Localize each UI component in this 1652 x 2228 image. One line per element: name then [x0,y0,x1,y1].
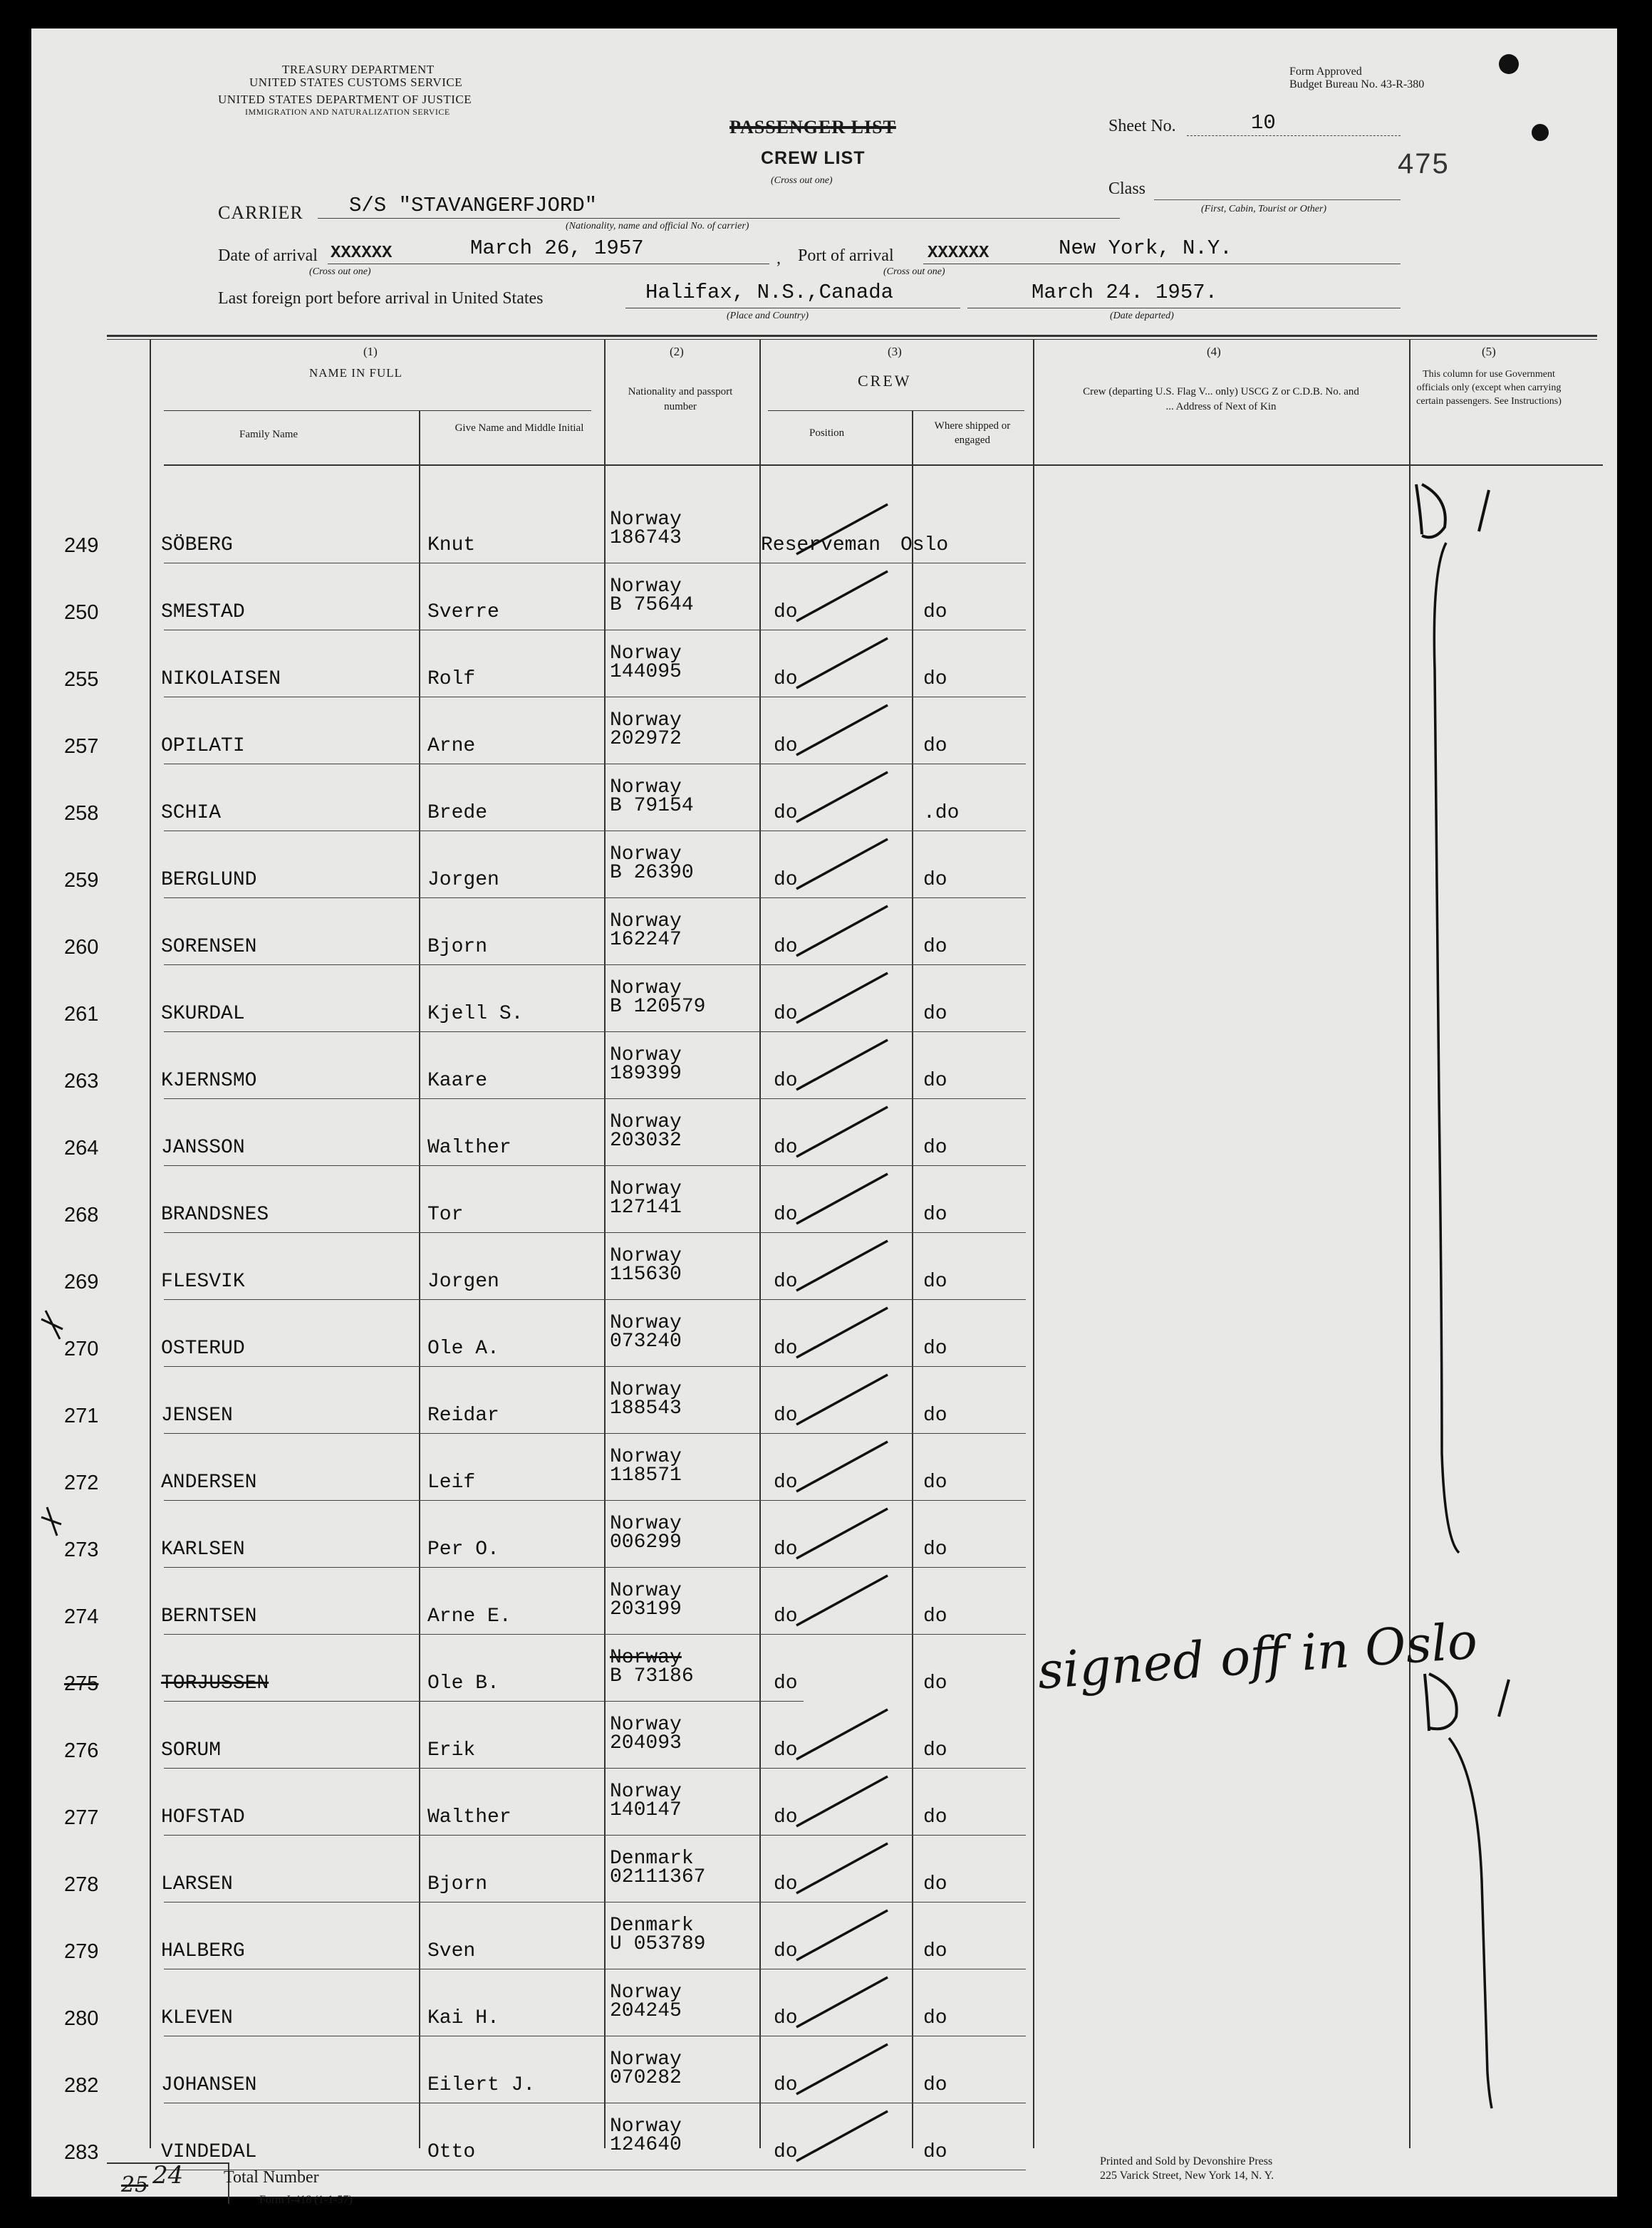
row-number: 280 [64,2007,99,2030]
nationality: Norway [610,1312,682,1334]
row-number: 275 [64,1672,99,1695]
position: do [774,936,798,958]
row-number: 264 [64,1137,99,1160]
where-shipped: do [923,1204,947,1226]
passport-number: 124640 [610,2134,682,2156]
family-name: JOHANSEN [161,2074,257,2096]
last-port-label: Last foreign port before arrival in United States [218,289,544,308]
given-name: Sven [427,1940,476,1962]
date-struck: XXXXXX [331,244,393,263]
passport-number: B 75644 [610,594,694,616]
position: do [774,869,798,891]
where-shipped: do [923,668,947,690]
given-name: Walther [427,1806,511,1828]
row-number: 272 [64,1472,99,1494]
agency-ins: IMMIGRATION AND NATURALIZATION SERVICE [245,107,450,117]
row-number: 257 [64,735,99,758]
where-shipped: do [923,1405,947,1427]
where-shipped: do [923,1472,947,1494]
col3b-title: Where shipped or engaged [934,420,1011,446]
date-comma: , [776,249,781,268]
row-number: 279 [64,1940,99,1963]
position: do [774,1003,798,1025]
nationality: Norway [610,1178,682,1200]
given-name: Otto [427,2141,476,2163]
family-name: NIKOLAISEN [161,668,281,690]
passport-number: B 79154 [610,795,694,817]
where-shipped: do [923,869,947,891]
row-number: 283 [64,2141,99,2164]
row-number: 260 [64,936,99,959]
family-name: ANDERSEN [161,1472,257,1494]
family-name: OPILATI [161,735,245,757]
class-label: Class [1108,179,1146,198]
given-name: Kai H. [427,2007,499,2029]
passport-number: 006299 [610,1531,682,1553]
nationality: Norway [610,1982,682,2004]
given-name: Rolf [427,668,476,690]
total-struck: 25 [121,2172,149,2197]
col2-number: (2) [670,345,684,358]
passport-number: 203032 [610,1130,682,1152]
row-number: 274 [64,1605,99,1628]
form-number: Form I-418 (1-1-57) [259,2194,353,2206]
margin-marks [31,28,1617,2197]
given-name: Jorgen [427,1271,499,1293]
where-shipped: do [923,1539,947,1561]
port-hint: (Cross out one) [883,266,945,277]
nationality: Norway [610,2115,682,2138]
nationality: Norway [610,709,682,732]
row-number: 261 [64,1003,99,1026]
passport-number: 162247 [610,929,682,951]
row-number: 259 [64,869,99,892]
given-name: Jorgen [427,869,499,891]
row-number: 278 [64,1873,99,1896]
passport-number: 202972 [610,728,682,750]
total-label: Total Number [224,2168,319,2187]
budget-bureau: Budget Bureau No. 43-R-380 [1289,78,1425,90]
position: do [774,1940,798,1962]
passport-number: 140147 [610,1799,682,1821]
date-hint: (Cross out one) [309,266,371,277]
passport-number: 186743 [610,527,682,549]
nationality: Norway [610,977,682,999]
carrier-hint: (Nationality, name and official No. of carrier) [566,221,749,231]
signed-off-note: signed off in Oslo [1035,1611,1480,1701]
family-name: BERNTSEN [161,1605,257,1628]
carrier-value: S/S "STAVANGERFJORD" [349,194,598,217]
row-number: 277 [64,1806,99,1829]
row-number: 255 [64,668,99,691]
nationality: Norway [610,1446,682,1468]
position: do [774,1405,798,1427]
given-name: Brede [427,802,488,824]
row-number: 276 [64,1739,99,1762]
where-shipped: .do [923,802,960,824]
given-name: Ole A. [427,1338,499,1360]
agency-justice: UNITED STATES DEPARTMENT OF JUSTICE [218,93,472,106]
given-name: Arne E. [427,1605,511,1628]
given-name: Sverre [427,601,499,623]
family-name: SMESTAD [161,601,245,623]
where-shipped: do [923,1873,947,1895]
given-name: Arne [427,735,476,757]
col1a-title: Family Name [239,429,298,440]
passport-number: 204093 [610,1732,682,1754]
passport-number: 127141 [610,1197,682,1219]
given-name: Tor [427,1204,464,1226]
place-hint: (Place and Country) [727,311,809,321]
family-name: OSTERUD [161,1338,245,1360]
family-name: SÖBERG [161,534,233,556]
nationality: Denmark [610,1848,694,1870]
position: do [774,601,798,623]
position: do [774,735,798,757]
nationality: Norway [610,509,682,531]
passport-number: 073240 [610,1331,682,1353]
position: do [774,668,798,690]
family-name: SORUM [161,1739,222,1761]
given-name: Kaare [427,1070,488,1092]
nationality: Norway [610,1647,682,1669]
where-shipped: do [923,2007,947,2029]
total-written: 24 [152,2161,184,2190]
given-name: Ole B. [427,1672,499,1695]
where-shipped: do [923,1806,947,1828]
position: do [774,1338,798,1360]
position: do [774,1137,798,1159]
passport-number: 144095 [610,661,682,683]
nationality: Norway [610,2049,682,2071]
where-shipped: Oslo [900,534,949,556]
date-label: Date of arrival [218,246,318,265]
col1-number: (1) [363,345,378,358]
printer-line-2: 225 Varick Street, New York 14, N. Y. [1100,2170,1274,2182]
nationality: Norway [610,1714,682,1736]
family-name: FLESVIK [161,1271,245,1293]
arrival-port: New York, N.Y. [1059,236,1232,260]
nationality: Norway [610,1580,682,1602]
row-number: 268 [64,1204,99,1227]
ink-blot-1 [1499,54,1519,74]
family-name: SORENSEN [161,936,257,958]
row-number: 269 [64,1271,99,1293]
nationality: Norway [610,642,682,665]
family-name: KARLSEN [161,1539,245,1561]
passport-number: 118571 [610,1464,682,1487]
position: do [774,2074,798,2096]
port-struck: XXXXXX [928,244,989,263]
where-shipped: do [923,2074,947,2096]
nationality: Norway [610,576,682,598]
given-name: Erik [427,1739,476,1761]
col1-title: NAME IN FULL [309,366,402,380]
ink-blot-2 [1532,124,1549,141]
family-name: BERGLUND [161,869,257,891]
nationality: Norway [610,1245,682,1267]
where-shipped: do [923,1003,947,1025]
cross-out-hint: (Cross out one) [771,175,833,186]
port-label: Port of arrival [798,246,894,265]
passport-number: 02111367 [610,1866,706,1888]
agency-customs: UNITED STATES CUSTOMS SERVICE [249,76,463,89]
row-number: 250 [64,601,99,624]
col5-title: This column for use Government officials only (except when carrying certain passengers. See Instructions) [1416,369,1562,407]
date-departed: March 24. 1957. [1032,281,1218,304]
row-number: 258 [64,802,99,825]
passport-number: 189399 [610,1063,682,1085]
where-shipped: do [923,1940,947,1962]
passport-number: B 73186 [610,1665,694,1687]
margin-tick-270 [41,1311,63,1339]
row-number: 273 [64,1539,99,1561]
passport-number: U 053789 [610,1933,706,1955]
nationality: Norway [610,1111,682,1133]
passport-number: 188543 [610,1397,682,1420]
where-shipped: do [923,2141,947,2163]
col3-title: CREW [858,372,912,390]
col3a-title: Position [809,427,845,439]
position: do [774,2141,798,2163]
where-shipped: do [923,1137,947,1159]
agency-treasury: TREASURY DEPARTMENT [282,63,435,76]
given-name: Knut [427,534,476,556]
family-name: KLEVEN [161,2007,233,2029]
col1b-title: Give Name and Middle Initial [454,422,584,434]
form-approved: Form Approved [1289,66,1362,78]
nationality: Norway [610,1044,682,1066]
family-name: JANSSON [161,1137,245,1159]
sheet-number: 10 [1251,111,1276,135]
row-number: 249 [64,534,99,557]
position: do [774,1672,798,1695]
nationality: Norway [610,843,682,865]
given-name: Reidar [427,1405,499,1427]
row-number: 271 [64,1405,99,1427]
last-port-value: Halifax, N.S.,Canada [645,281,894,304]
given-name: Bjorn [427,936,488,958]
row-number: 263 [64,1070,99,1093]
margin-tick-273 [41,1507,61,1536]
family-name: HOFSTAD [161,1806,245,1828]
given-name: Leif [427,1472,476,1494]
family-name: TORJUSSEN [161,1672,269,1695]
family-name: LARSEN [161,1873,233,1895]
given-name: Eilert J. [427,2074,536,2096]
nationality: Norway [610,776,682,798]
nationality: Norway [610,1379,682,1401]
position: do [774,1739,798,1761]
position: Reserveman [761,534,881,556]
carrier-label: CARRIER [218,202,303,223]
where-shipped: do [923,1672,947,1695]
where-shipped: do [923,1338,947,1360]
where-shipped: do [923,735,947,757]
col3-number: (3) [888,345,902,358]
family-name: BRANDSNES [161,1204,269,1226]
col4-number: (4) [1207,345,1221,358]
position: do [774,1539,798,1561]
position: do [774,1271,798,1293]
where-shipped: do [923,601,947,623]
passport-number: 115630 [610,1264,682,1286]
list-title: CREW LIST [761,148,866,168]
nationality: Denmark [610,1915,694,1937]
passport-number: 070282 [610,2067,682,2089]
nationality: Norway [610,1513,682,1535]
position: do [774,1070,798,1092]
family-name: HALBERG [161,1940,245,1962]
passport-number: B 120579 [610,996,706,1018]
list-type-struck: PASSENGER LIST [729,117,896,137]
where-shipped: do [923,1271,947,1293]
passport-number: B 26390 [610,862,694,884]
position: do [774,1472,798,1494]
position: do [774,802,798,824]
position: do [774,1873,798,1895]
family-name: SKURDAL [161,1003,245,1025]
sheet-label: Sheet No. [1108,117,1176,135]
row-number: 282 [64,2074,99,2097]
document-sheet [31,28,1617,2206]
given-name: Bjorn [427,1873,488,1895]
passport-number: 204245 [610,2000,682,2022]
col4-title: Crew (departing U.S. Flag V... only) USCG Z or C.D.B. No. and ... Address of Next of Kin [1083,386,1359,412]
family-name: KJERNSMO [161,1070,257,1092]
departed-hint: (Date departed) [1110,311,1174,321]
where-shipped: do [923,936,947,958]
family-name: VINDEDAL [161,2141,257,2163]
where-shipped: do [923,1605,947,1628]
col5-number: (5) [1482,345,1496,358]
given-name: Kjell S. [427,1003,524,1025]
class-hint: (First, Cabin, Tourist or Other) [1201,204,1327,214]
nationality: Norway [610,910,682,932]
stamp-number: 475 [1398,148,1450,179]
col2-title: Nationality and passport number [628,386,733,412]
position: do [774,1806,798,1828]
given-name: Walther [427,1137,511,1159]
position: do [774,2007,798,2029]
nationality: Norway [610,1781,682,1803]
position: do [774,1204,798,1226]
arrival-date: March 26, 1957 [470,236,644,260]
family-name: JENSEN [161,1405,233,1427]
passport-number: 203199 [610,1598,682,1620]
given-name: Per O. [427,1539,499,1561]
family-name: SCHIA [161,802,222,824]
position: do [774,1605,798,1628]
where-shipped: do [923,1070,947,1092]
where-shipped: do [923,1739,947,1761]
printer-line-1: Printed and Sold by Devonshire Press [1100,2155,1273,2167]
row-number: 270 [64,1338,99,1360]
